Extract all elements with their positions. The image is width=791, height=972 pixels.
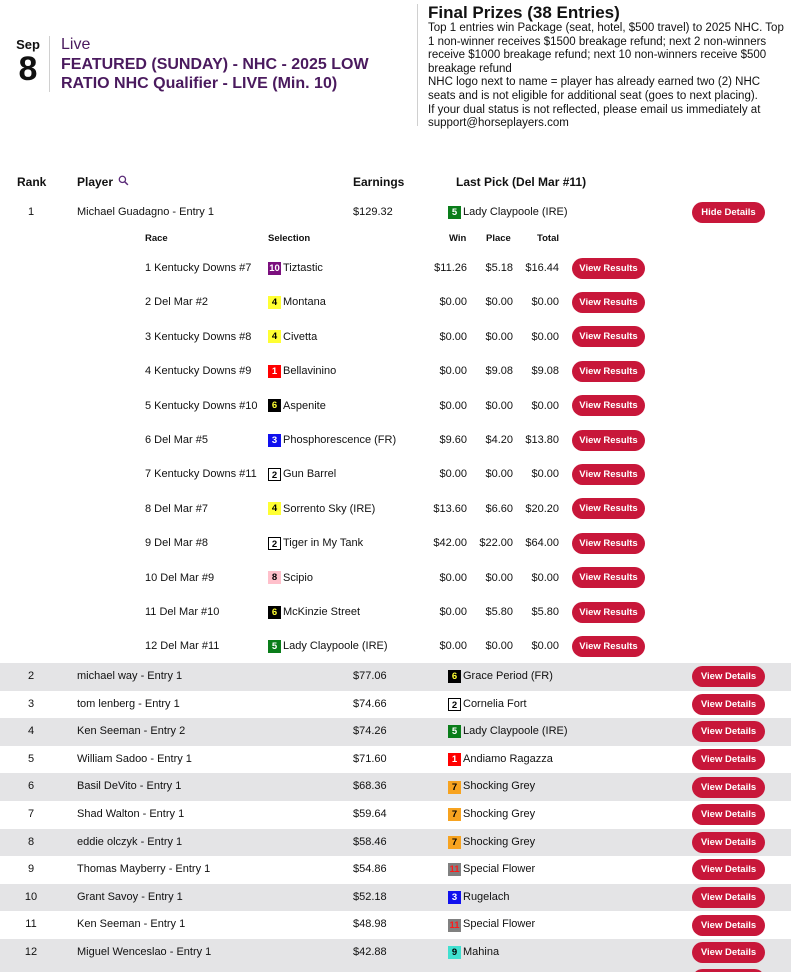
win-amount: $0.00 — [439, 571, 467, 584]
col-win: Win — [449, 233, 467, 244]
win-amount: $0.00 — [439, 330, 467, 343]
earnings: $48.98 — [353, 918, 387, 931]
post-position-badge: 6 — [268, 606, 281, 619]
view-results-button[interactable]: View Results — [572, 430, 645, 451]
total-amount: $0.00 — [531, 468, 559, 481]
player-name[interactable]: Thomas Mayberry - Entry 1 — [77, 863, 211, 876]
last-pick — [448, 884, 509, 912]
post-position-badge: 9 — [448, 946, 461, 959]
player-name[interactable]: Basil DeVito - Entry 1 — [77, 780, 182, 793]
horse-name: Rugelach — [463, 890, 510, 903]
event-info — [61, 36, 411, 93]
table-row — [0, 718, 791, 746]
last-pick — [448, 801, 535, 829]
race-name: 10 Del Mar #9 — [145, 571, 215, 584]
col-race: Race — [145, 233, 168, 244]
view-details-button[interactable]: View Details — [692, 749, 765, 770]
view-results-button[interactable]: View Results — [572, 636, 645, 657]
player-name[interactable]: Shad Walton - Entry 1 — [77, 808, 185, 820]
col-total: Total — [537, 233, 559, 244]
col-place: Place — [486, 233, 511, 244]
last-pick — [448, 718, 568, 746]
table-row — [0, 939, 791, 967]
win-amount: $0.00 — [439, 640, 467, 653]
selection — [268, 423, 396, 457]
horse-name: Gun Barrel — [283, 468, 337, 481]
total-amount: $0.00 — [531, 640, 559, 653]
race-detail-row — [0, 285, 791, 319]
rank: 9 — [27, 863, 35, 876]
event-title: FEATURED (SUNDAY) - NHC - 2025 LOW RATIO NHC Qualifier - LIVE (Min. 10) — [61, 56, 369, 92]
selection — [268, 251, 323, 285]
place-amount: $6.60 — [485, 502, 513, 515]
last-pick — [448, 199, 568, 227]
post-position-badge: 7 — [448, 808, 461, 821]
total-amount: $16.44 — [525, 262, 559, 274]
selection — [268, 354, 336, 388]
earnings: $74.26 — [353, 725, 387, 738]
rank: 10 — [24, 890, 38, 903]
table-row — [0, 663, 791, 691]
win-amount: $11.26 — [434, 262, 467, 274]
race-name: 3 Kentucky Downs #8 — [145, 330, 252, 343]
event-day: 8 — [18, 50, 38, 88]
col-player: Player — [77, 175, 114, 189]
race-name: 8 Del Mar #7 — [145, 502, 208, 515]
earnings: $71.60 — [353, 752, 387, 765]
selection — [268, 320, 317, 354]
place-amount: $0.00 — [485, 468, 513, 481]
post-position-badge: 8 — [268, 571, 281, 584]
view-results-button[interactable]: View Results — [572, 567, 645, 588]
total-amount: $5.80 — [531, 606, 559, 618]
prizes-text: NHC logo next to name = player has already earned two (2) NHC seats and is not eligible for additional seat (goes to next placing). — [428, 76, 761, 102]
last-pick — [448, 829, 535, 857]
horse-name: Scipio — [283, 571, 313, 584]
last-pick — [448, 856, 535, 884]
rank: 1 — [27, 206, 35, 218]
win-amount: $0.00 — [439, 296, 467, 309]
win-amount: $42.00 — [433, 537, 467, 550]
selection — [268, 457, 336, 491]
post-position-badge: 1 — [448, 753, 461, 766]
rank: 7 — [27, 808, 35, 820]
player-name[interactable]: Miguel Wenceslao - Entry 1 — [77, 946, 212, 958]
last-pick — [448, 773, 535, 801]
divider — [417, 4, 418, 126]
earnings: $42.88 — [353, 946, 387, 958]
race-detail-row — [0, 320, 791, 354]
last-pick — [448, 746, 553, 774]
horse-name: Lady Claypoole (IRE) — [283, 640, 388, 653]
race-name: 7 Kentucky Downs #11 — [145, 468, 257, 481]
race-detail-row — [0, 595, 791, 629]
place-amount: $0.00 — [485, 399, 513, 412]
total-amount: $0.00 — [531, 399, 559, 412]
prizes-panel — [428, 4, 788, 131]
view-details-button[interactable] — [692, 969, 765, 972]
horse-name: Sorrento Sky (IRE) — [283, 502, 376, 515]
post-position-badge: 11 — [449, 864, 460, 876]
player-name[interactable]: eddie olczyk - Entry 1 — [77, 835, 183, 848]
view-details-button[interactable]: View Details — [692, 859, 765, 880]
table-row — [0, 884, 791, 912]
total-amount: $0.00 — [531, 296, 559, 309]
table-row — [0, 856, 791, 884]
horse-name: Civetta — [283, 330, 318, 343]
post-position-badge: 10 — [269, 262, 280, 274]
view-results-button[interactable]: View Results — [572, 533, 645, 554]
horse-name: Bellavinino — [283, 365, 337, 378]
horse-name: Tiger in My Tank — [283, 537, 364, 550]
selection — [268, 526, 363, 560]
player-name[interactable]: Grant Savoy - Entry 1 — [77, 890, 183, 903]
view-results-button[interactable]: View Results — [572, 395, 645, 416]
post-position-badge: 4 — [268, 296, 281, 309]
selection — [268, 285, 326, 319]
post-position-badge: 4 — [268, 330, 281, 343]
table-row — [0, 967, 791, 972]
horse-name: Lady Claypoole (IRE) — [463, 725, 568, 738]
event-status: Live — [61, 36, 91, 53]
horse-name: Lady Claypoole (IRE) — [463, 206, 568, 218]
last-pick — [448, 691, 527, 719]
rank: 5 — [27, 752, 35, 765]
table-row — [0, 746, 791, 774]
view-results-button[interactable]: View Results — [572, 464, 645, 485]
table-row — [0, 773, 791, 801]
place-amount: $5.18 — [485, 262, 513, 274]
selection — [268, 492, 375, 526]
prizes-text: Top 1 entries win Package (seat, hotel, $500 travel) to 2025 NHC. Top 1 non-winner receives $1500 breakage refund; next 2 non-winners receive $1000 breakage refund; next 10 non-winners receive $500 breakage refund — [428, 22, 784, 75]
win-amount: $9.60 — [439, 434, 467, 446]
view-details-button[interactable]: View Details — [692, 942, 765, 963]
earnings: $59.64 — [353, 808, 387, 820]
rank: 11 — [25, 918, 37, 931]
post-position-badge: 3 — [448, 891, 461, 904]
search-icon[interactable] — [118, 175, 129, 186]
post-position-badge: 2 — [268, 468, 281, 481]
player-name[interactable]: Ken Seeman - Entry 1 — [77, 918, 186, 931]
horse-name: Shocking Grey — [463, 780, 536, 793]
post-position-badge: 5 — [448, 725, 461, 738]
total-amount: $13.80 — [525, 434, 559, 446]
place-amount: $0.00 — [485, 330, 513, 343]
hide-details-button[interactable]: Hide Details — [692, 202, 765, 223]
horse-name: Special Flower — [463, 863, 536, 876]
view-details-button[interactable]: View Details — [692, 832, 765, 853]
race-detail-row — [0, 561, 791, 595]
view-details-button[interactable]: View Details — [692, 915, 765, 936]
race-detail-row — [0, 354, 791, 388]
horse-name: Phosphorescence (FR) — [283, 434, 397, 446]
post-position-badge: 6 — [268, 399, 281, 412]
col-last-pick: Last Pick (Del Mar #11) — [456, 175, 587, 189]
table-row — [0, 691, 791, 719]
total-amount: $64.00 — [525, 537, 559, 550]
place-amount: $22.00 — [479, 537, 513, 550]
place-amount: $0.00 — [485, 640, 513, 653]
total-amount: $0.00 — [531, 330, 559, 343]
horse-name: Grace Period (FR) — [463, 670, 553, 682]
win-amount: $0.00 — [439, 399, 467, 412]
table-row — [0, 911, 791, 939]
selection — [268, 595, 360, 629]
event-date — [12, 37, 44, 86]
details-header — [0, 233, 791, 245]
horse-name: Shocking Grey — [463, 835, 536, 848]
post-position-badge: 3 — [268, 434, 281, 447]
earnings: $58.46 — [353, 835, 387, 848]
horse-name: McKinzie Street — [283, 606, 361, 618]
view-details-button[interactable]: View Details — [692, 887, 765, 908]
win-amount: $0.00 — [439, 365, 467, 378]
view-results-button[interactable]: View Results — [572, 326, 645, 347]
prizes-text: If your dual status is not reflected, please email us immediately at support@horseplayers.com — [428, 103, 761, 130]
rank: 4 — [27, 725, 35, 738]
race-detail-row — [0, 457, 791, 491]
post-position-badge: 11 — [449, 919, 460, 931]
divider — [49, 36, 50, 92]
table-row — [0, 801, 791, 829]
prizes-title: Final Prizes (38 Entries) — [428, 3, 620, 22]
post-position-badge: 2 — [448, 698, 461, 711]
horse-name: Tiztastic — [283, 262, 323, 274]
earnings: $129.32 — [353, 206, 393, 218]
race-name: 9 Del Mar #8 — [145, 537, 208, 550]
earnings: $54.86 — [353, 863, 387, 876]
rank: 12 — [24, 946, 38, 958]
total-amount: $20.20 — [525, 502, 559, 515]
win-amount: $13.60 — [433, 502, 467, 515]
horse-name: Shocking Grey — [463, 808, 536, 820]
col-rank: Rank — [17, 175, 47, 189]
place-amount: $9.08 — [485, 365, 513, 378]
selection — [268, 389, 326, 423]
player-name[interactable]: tom lenberg - Entry 1 — [77, 697, 180, 710]
horse-name: Montana — [283, 296, 326, 309]
race-name: 6 Del Mar #5 — [145, 434, 208, 446]
last-pick — [448, 911, 535, 939]
post-position-badge: 2 — [268, 537, 281, 550]
view-details-button[interactable]: View Details — [692, 666, 765, 687]
post-position-badge: 4 — [268, 502, 281, 515]
place-amount: $0.00 — [485, 571, 513, 584]
race-name: 4 Kentucky Downs #9 — [145, 365, 252, 378]
player-name[interactable]: William Sadoo - Entry 1 — [77, 752, 192, 765]
earnings: $68.36 — [353, 780, 387, 793]
view-results-button[interactable]: View Results — [572, 602, 645, 623]
view-results-button[interactable]: View Results — [572, 292, 645, 313]
earnings: $74.66 — [353, 697, 387, 710]
win-amount: $0.00 — [439, 606, 467, 618]
table-row — [0, 829, 791, 857]
last-pick — [448, 939, 499, 967]
event-header — [0, 0, 791, 140]
standings-header — [0, 175, 791, 191]
race-detail-row — [0, 423, 791, 457]
horse-name: Cornelia Fort — [463, 697, 527, 710]
rank: 3 — [27, 697, 35, 710]
horse-name: Andiamo Ragazza — [463, 752, 553, 765]
race-detail-row — [0, 389, 791, 423]
race-name: 12 Del Mar #11 — [145, 640, 220, 653]
player-name[interactable]: michael way - Entry 1 — [77, 670, 183, 682]
post-position-badge: 1 — [268, 365, 281, 378]
selection — [268, 629, 388, 663]
win-amount: $0.00 — [439, 468, 467, 481]
horse-name: Aspenite — [283, 399, 326, 412]
post-position-badge: 7 — [448, 781, 461, 794]
race-detail-row — [0, 251, 791, 285]
view-details-button[interactable]: View Details — [692, 721, 765, 742]
last-pick — [448, 663, 553, 691]
player-name[interactable]: Ken Seeman - Entry 2 — [77, 725, 186, 738]
view-results-button[interactable]: View Results — [572, 361, 645, 382]
race-detail-row — [0, 629, 791, 663]
place-amount: $0.00 — [485, 296, 513, 309]
view-results-button[interactable]: View Results — [572, 498, 645, 519]
place-amount: $5.80 — [485, 606, 513, 618]
post-position-badge: 7 — [448, 836, 461, 849]
race-name: 1 Kentucky Downs #7 — [145, 262, 252, 274]
earnings: $52.18 — [353, 890, 387, 903]
view-details-button[interactable]: View Details — [692, 804, 765, 825]
place-amount: $4.20 — [485, 434, 513, 446]
post-position-badge: 6 — [448, 670, 461, 683]
horse-name: Special Flower — [463, 918, 536, 931]
col-earnings: Earnings — [353, 175, 405, 189]
rank: 8 — [27, 835, 35, 848]
view-details-button[interactable]: View Details — [692, 694, 765, 715]
event-month: Sep — [16, 37, 40, 52]
rank: 2 — [27, 670, 35, 682]
view-results-button[interactable]: View Results — [572, 258, 645, 279]
post-position-badge: 5 — [448, 206, 461, 219]
view-details-button[interactable]: View Details — [692, 777, 765, 798]
rank: 6 — [27, 780, 35, 793]
race-name: 2 Del Mar #2 — [145, 296, 208, 309]
post-position-badge: 5 — [268, 640, 281, 653]
player-name[interactable]: Michael Guadagno - Entry 1 — [77, 206, 214, 218]
earnings: $77.06 — [353, 670, 387, 682]
table-row — [0, 199, 791, 227]
horse-name: Mahina — [463, 946, 500, 958]
total-amount: $0.00 — [531, 571, 559, 584]
race-detail-row — [0, 526, 791, 560]
race-detail-row — [0, 492, 791, 526]
total-amount: $9.08 — [531, 365, 559, 378]
race-name: 5 Kentucky Downs #10 — [145, 399, 258, 412]
race-name: 11 Del Mar #10 — [145, 606, 220, 618]
col-selection: Selection — [268, 233, 311, 244]
selection — [268, 561, 313, 595]
